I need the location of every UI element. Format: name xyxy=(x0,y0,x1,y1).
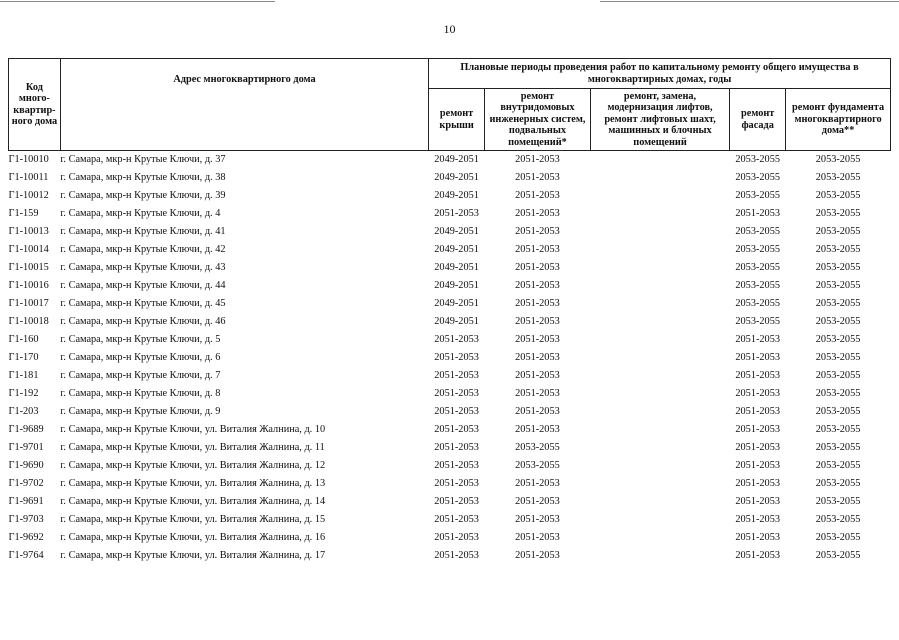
cell-roof: 2049-2051 xyxy=(434,262,479,273)
cell-address: г. Самара, мкр-н Крутые Ключи, д. 6 xyxy=(60,352,221,363)
table-row xyxy=(9,313,891,331)
table-row xyxy=(9,169,891,187)
table-row xyxy=(9,331,891,349)
cell-code: Г1-10010 xyxy=(8,154,49,165)
cell-code: Г1-10015 xyxy=(8,262,49,273)
cell-foundation: 2053-2055 xyxy=(815,514,861,525)
cell-code: Г1-10012 xyxy=(8,190,49,201)
table-row xyxy=(9,349,891,367)
cell-code: Г1-9702 xyxy=(8,478,44,489)
cell-lifts xyxy=(590,403,729,421)
cell-roof: 2051-2053 xyxy=(434,334,479,345)
cell-facade: 2053-2055 xyxy=(735,316,780,327)
header-code: Код много-квартир-ного дома xyxy=(9,59,61,151)
header-address: Адрес многоквартирного дома xyxy=(60,59,428,151)
cell-foundation: 2053-2055 xyxy=(815,172,861,183)
cell-code: Г1-9690 xyxy=(8,460,44,471)
page-number: 10 xyxy=(443,22,456,36)
cell-systems: 2051-2053 xyxy=(515,406,560,417)
cell-foundation: 2053-2055 xyxy=(815,154,861,165)
cell-facade: 2051-2053 xyxy=(735,406,780,417)
cell-roof: 2051-2053 xyxy=(434,532,479,543)
cell-lifts xyxy=(590,349,729,367)
cell-address: г. Самара, мкр-н Крутые Ключи, д. 41 xyxy=(60,226,226,237)
cell-lifts xyxy=(590,151,729,170)
cell-systems: 2053-2055 xyxy=(515,442,560,453)
cell-lifts xyxy=(590,457,729,475)
cell-address: г. Самара, мкр-н Крутые Ключи, д. 39 xyxy=(60,190,226,201)
cell-address: г. Самара, мкр-н Крутые Ключи, ул. Виталия Жалнина, д. 17 xyxy=(60,550,326,561)
cell-foundation: 2053-2055 xyxy=(815,406,861,417)
cell-lifts xyxy=(590,295,729,313)
table-row xyxy=(9,205,891,223)
cell-foundation: 2053-2055 xyxy=(815,316,861,327)
cell-foundation: 2053-2055 xyxy=(815,370,861,381)
cell-foundation: 2053-2055 xyxy=(815,334,861,345)
cell-roof: 2049-2051 xyxy=(434,154,479,165)
cell-facade: 2053-2055 xyxy=(735,262,780,273)
table-row xyxy=(9,457,891,475)
cell-address: г. Самара, мкр-н Крутые Ключи, ул. Виталия Жалнина, д. 15 xyxy=(60,514,326,525)
cell-systems: 2051-2053 xyxy=(515,154,560,165)
cell-roof: 2049-2051 xyxy=(434,226,479,237)
cell-facade: 2051-2053 xyxy=(735,424,780,435)
cell-foundation: 2053-2055 xyxy=(815,388,861,399)
cell-roof: 2049-2051 xyxy=(434,280,479,291)
cell-address: г. Самара, мкр-н Крутые Ключи, д. 42 xyxy=(60,244,226,255)
cell-address: г. Самара, мкр-н Крутые Ключи, ул. Виталия Жалнина, д. 12 xyxy=(60,460,326,471)
cell-foundation: 2053-2055 xyxy=(815,478,861,489)
cell-address: г. Самара, мкр-н Крутые Ключи, д. 5 xyxy=(60,334,221,345)
cell-code: Г1-10014 xyxy=(8,244,49,255)
cell-roof: 2051-2053 xyxy=(434,550,479,561)
cell-facade: 2051-2053 xyxy=(735,208,780,219)
cell-foundation: 2053-2055 xyxy=(815,298,861,309)
cell-lifts xyxy=(590,223,729,241)
cell-code: Г1-9692 xyxy=(8,532,44,543)
cell-roof: 2049-2051 xyxy=(434,190,479,201)
cell-code: Г1-10016 xyxy=(8,280,49,291)
table-row xyxy=(9,223,891,241)
cell-foundation: 2053-2055 xyxy=(815,226,861,237)
cell-roof: 2049-2051 xyxy=(434,172,479,183)
cell-foundation: 2053-2055 xyxy=(815,208,861,219)
capital-repair-table xyxy=(8,58,891,565)
cell-roof: 2051-2053 xyxy=(434,460,479,471)
cell-systems: 2051-2053 xyxy=(515,316,560,327)
table-row xyxy=(9,403,891,421)
cell-systems: 2051-2053 xyxy=(515,208,560,219)
cell-facade: 2053-2055 xyxy=(735,190,780,201)
cell-facade: 2051-2053 xyxy=(735,478,780,489)
cell-systems: 2051-2053 xyxy=(515,262,560,273)
cell-code: Г1-9691 xyxy=(8,496,44,507)
cell-systems: 2051-2053 xyxy=(515,424,560,435)
cell-facade: 2051-2053 xyxy=(735,514,780,525)
cell-lifts xyxy=(590,241,729,259)
cell-lifts xyxy=(590,313,729,331)
cell-roof: 2051-2053 xyxy=(434,370,479,381)
cell-code: Г1-192 xyxy=(8,388,39,399)
table-row xyxy=(9,475,891,493)
cell-code: Г1-9689 xyxy=(8,424,44,435)
cell-code: Г1-10013 xyxy=(8,226,49,237)
cell-facade: 2051-2053 xyxy=(735,550,780,561)
cell-lifts xyxy=(590,205,729,223)
cell-roof: 2051-2053 xyxy=(434,442,479,453)
cell-code: Г1-159 xyxy=(8,208,39,219)
cell-foundation: 2053-2055 xyxy=(815,442,861,453)
cell-facade: 2053-2055 xyxy=(735,280,780,291)
cell-lifts xyxy=(590,367,729,385)
table-row xyxy=(9,385,891,403)
cell-code: Г1-181 xyxy=(8,370,39,381)
cell-address: г. Самара, мкр-н Крутые Ключи, д. 38 xyxy=(60,172,226,183)
header-lifts: ремонт, замена, модернизация лифтов, ремонт лифтовых шахт, машинных и блочных помещений xyxy=(590,89,729,151)
cell-systems: 2051-2053 xyxy=(515,550,560,561)
header-row-group xyxy=(9,59,891,89)
table-row xyxy=(9,259,891,277)
cell-facade: 2053-2055 xyxy=(735,172,780,183)
cell-roof: 2049-2051 xyxy=(434,316,479,327)
table-row xyxy=(9,547,891,565)
cell-systems: 2051-2053 xyxy=(515,478,560,489)
cell-lifts xyxy=(590,511,729,529)
cell-roof: 2051-2053 xyxy=(434,352,479,363)
cell-lifts xyxy=(590,493,729,511)
header-facade: ремонт фасада xyxy=(730,89,786,151)
cell-lifts xyxy=(590,475,729,493)
cell-address: г. Самара, мкр-н Крутые Ключи, ул. Виталия Жалнина, д. 10 xyxy=(60,424,326,435)
cell-foundation: 2053-2055 xyxy=(815,352,861,363)
header-systems: ремонт внутридомовых инженерных систем, подвальных помещений* xyxy=(485,89,591,151)
cell-facade: 2051-2053 xyxy=(735,496,780,507)
cell-lifts xyxy=(590,529,729,547)
cell-address: г. Самара, мкр-н Крутые Ключи, д. 8 xyxy=(60,388,221,399)
table-row xyxy=(9,493,891,511)
cell-systems: 2051-2053 xyxy=(515,334,560,345)
cell-address: г. Самара, мкр-н Крутые Ключи, д. 37 xyxy=(60,154,226,165)
table-body xyxy=(9,151,891,566)
cell-facade: 2051-2053 xyxy=(735,370,780,381)
cell-lifts xyxy=(590,421,729,439)
cell-facade: 2051-2053 xyxy=(735,352,780,363)
cell-foundation: 2053-2055 xyxy=(815,190,861,201)
cell-address: г. Самара, мкр-н Крутые Ключи, д. 45 xyxy=(60,298,226,309)
cell-systems: 2051-2053 xyxy=(515,496,560,507)
cell-roof: 2051-2053 xyxy=(434,388,479,399)
cell-foundation: 2053-2055 xyxy=(815,550,861,561)
cell-foundation: 2053-2055 xyxy=(815,262,861,273)
header-roof: ремонт крыши xyxy=(429,89,485,151)
table-row xyxy=(9,439,891,457)
cell-roof: 2051-2053 xyxy=(434,496,479,507)
cell-code: Г1-9764 xyxy=(8,550,44,561)
cell-code: Г1-9703 xyxy=(8,514,44,525)
table-row xyxy=(9,151,891,170)
cell-systems: 2051-2053 xyxy=(515,280,560,291)
table-row xyxy=(9,367,891,385)
cell-address: г. Самара, мкр-н Крутые Ключи, ул. Виталия Жалнина, д. 13 xyxy=(60,478,326,489)
cell-lifts xyxy=(590,385,729,403)
cell-roof: 2051-2053 xyxy=(434,406,479,417)
table-row xyxy=(9,421,891,439)
cell-roof: 2051-2053 xyxy=(434,478,479,489)
cell-systems: 2051-2053 xyxy=(515,298,560,309)
cell-foundation: 2053-2055 xyxy=(815,280,861,291)
cell-systems: 2051-2053 xyxy=(515,226,560,237)
cell-systems: 2051-2053 xyxy=(515,352,560,363)
cell-code: Г1-203 xyxy=(8,406,39,417)
cell-code: Г1-10018 xyxy=(8,316,49,327)
cell-roof: 2049-2051 xyxy=(434,298,479,309)
cell-facade: 2053-2055 xyxy=(735,244,780,255)
cell-lifts xyxy=(590,277,729,295)
header-planned-periods: Плановые периоды проведения работ по капитальному ремонту общего имущества в многоквартирных домах, годы xyxy=(429,59,891,89)
cell-facade: 2053-2055 xyxy=(735,226,780,237)
cell-facade: 2051-2053 xyxy=(735,334,780,345)
cell-foundation: 2053-2055 xyxy=(815,424,861,435)
cell-address: г. Самара, мкр-н Крутые Ключи, ул. Виталия Жалнина, д. 14 xyxy=(60,496,326,507)
cell-code: Г1-9701 xyxy=(8,442,44,453)
cell-code: Г1-160 xyxy=(8,334,39,345)
cell-foundation: 2053-2055 xyxy=(815,244,861,255)
cell-roof: 2051-2053 xyxy=(434,424,479,435)
table-row xyxy=(9,511,891,529)
top-rule-right xyxy=(600,1,899,2)
cell-facade: 2051-2053 xyxy=(735,388,780,399)
cell-systems: 2051-2053 xyxy=(515,388,560,399)
cell-systems: 2053-2055 xyxy=(515,460,560,471)
cell-address: г. Самара, мкр-н Крутые Ключи, ул. Виталия Жалнина, д. 11 xyxy=(60,442,325,453)
table-row xyxy=(9,187,891,205)
cell-address: г. Самара, мкр-н Крутые Ключи, ул. Виталия Жалнина, д. 16 xyxy=(60,532,326,543)
cell-address: г. Самара, мкр-н Крутые Ключи, д. 43 xyxy=(60,262,226,273)
cell-lifts xyxy=(590,259,729,277)
cell-address: г. Самара, мкр-н Крутые Ключи, д. 9 xyxy=(60,406,221,417)
cell-lifts xyxy=(590,169,729,187)
table-row xyxy=(9,529,891,547)
top-rule-left xyxy=(0,1,275,2)
cell-lifts xyxy=(590,187,729,205)
cell-roof: 2051-2053 xyxy=(434,208,479,219)
cell-code: Г1-170 xyxy=(8,352,39,363)
cell-facade: 2053-2055 xyxy=(735,154,780,165)
cell-address: г. Самара, мкр-н Крутые Ключи, д. 44 xyxy=(60,280,226,291)
cell-lifts xyxy=(590,331,729,349)
cell-address: г. Самара, мкр-н Крутые Ключи, д. 4 xyxy=(60,208,221,219)
table-row xyxy=(9,277,891,295)
cell-foundation: 2053-2055 xyxy=(815,496,861,507)
cell-lifts xyxy=(590,439,729,457)
table-row xyxy=(9,241,891,259)
cell-lifts xyxy=(590,547,729,565)
cell-systems: 2051-2053 xyxy=(515,172,560,183)
cell-code: Г1-10017 xyxy=(8,298,49,309)
cell-roof: 2051-2053 xyxy=(434,514,479,525)
cell-systems: 2051-2053 xyxy=(515,514,560,525)
cell-systems: 2051-2053 xyxy=(515,370,560,381)
cell-facade: 2051-2053 xyxy=(735,532,780,543)
cell-foundation: 2053-2055 xyxy=(815,460,861,471)
cell-roof: 2049-2051 xyxy=(434,244,479,255)
cell-address: г. Самара, мкр-н Крутые Ключи, д. 7 xyxy=(60,370,221,381)
header-foundation: ремонт фундамента многоквартирного дома** xyxy=(786,89,891,151)
cell-code: Г1-10011 xyxy=(8,172,49,183)
cell-facade: 2051-2053 xyxy=(735,442,780,453)
cell-systems: 2051-2053 xyxy=(515,532,560,543)
cell-facade: 2051-2053 xyxy=(735,460,780,471)
cell-facade: 2053-2055 xyxy=(735,298,780,309)
cell-foundation: 2053-2055 xyxy=(815,532,861,543)
cell-systems: 2051-2053 xyxy=(515,190,560,201)
cell-systems: 2051-2053 xyxy=(515,244,560,255)
table-row xyxy=(9,295,891,313)
cell-address: г. Самара, мкр-н Крутые Ключи, д. 46 xyxy=(60,316,226,327)
